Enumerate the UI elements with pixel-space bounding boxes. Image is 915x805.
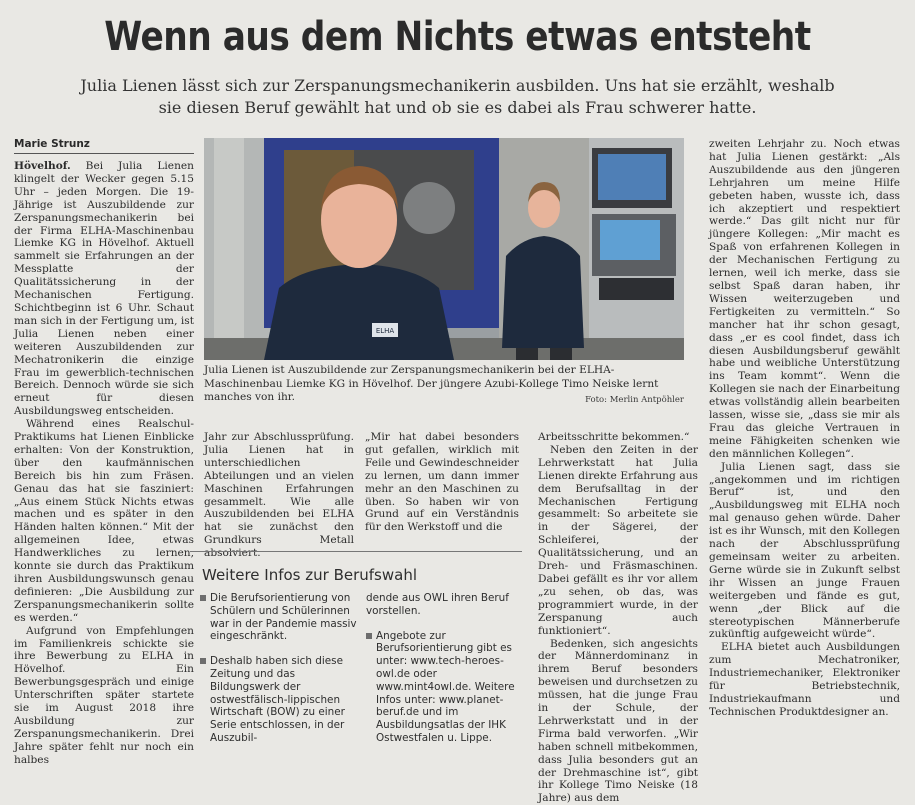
article-column-3 — [365, 431, 519, 541]
article-photo — [204, 138, 684, 360]
article-column-4 — [538, 431, 698, 754]
headline: Wenn aus dem Nichts etwas entsteht — [64, 14, 851, 60]
info-box-title: Weitere Infos zur Berufswahl — [202, 566, 417, 584]
info-box-right-column — [366, 592, 518, 757]
byline: Marie Strunz — [14, 138, 194, 154]
paragraph: Bedenken, sich angesichts der Männerdominanz in ihrem Beruf besonders beweisen und durchsetzen zu müssen, hat die junge Frau in der Schule, der Lehrwerkstatt und in der Firma bald verworfen. „Wir haben schnell mitbekommen, dass Julia besonders gut an der Drehmaschine ist“, gibt ihr Kollege Timo Neiske (18 Jahre) aus dem — [538, 638, 698, 805]
paragraph: Aufgrund von Empfehlungen im Familienkreis schickte sie ihre Bewerbung zu ELHA in Hövelhof. Ein Bewerbungsgespräch und einige Unterschriften später startete sie im August 2018 ihre Ausbildung zur Zerspanungsmechanikerin. Drei Jahre später fehlt nur noch ein halbes — [14, 625, 194, 767]
subtitle: Julia Lienen lässt sich zur Zerspanungsmechanikerin ausbilden. Uns hat sie erzählt, weshalb sie diesen Beruf gewählt hat und ob sie es dabei als Frau schwerer hatte. — [70, 75, 845, 119]
shirt-logo: ELHA — [376, 327, 395, 335]
photo-caption: Julia Lienen ist Auszubildende zur Zerspanungsmechanikerin bei der ELHA-Maschinenbau Liemke KG in Hövelhof. Der jüngere Azubi-Kollege Timo Neiske lernt manches von ihr. — [204, 364, 684, 405]
article-column-1 — [14, 160, 194, 754]
info-continued-text: dende aus OWL ihren Beruf vorstellen. — [366, 592, 518, 618]
paragraph: Hövelhof. Bei Julia Lienen klingelt der Wecker gegen 5.15 Uhr – jeden Morgen. Die 19-Jährige ist Auszubildende zur Zerspanungsmechanikerin bei der Firma ELHA-Maschinenbau Liemke KG in Hövelhof. Aktuell sammelt sie Erfahrungen an der Messplatte der Qualitätssicherung in der Mechanischen Fertigung. Schichtbeginn ist 6 Uhr. Schaut man sich in der Fertigung um, ist Julia Lienen neben einer weiteren Auszubildenden zur Mechatronikerin die einzige Frau im gewerblich-technischen Bereich. Dennoch würde sie sich erneut für diesen Ausbildungsweg entscheiden. — [14, 160, 194, 418]
person-timo — [502, 236, 584, 348]
paragraph: Neben den Zeiten in der Lehrwerkstatt hat Julia Lienen direkte Erfahrung aus dem Berufsalltag in der Mechanischen Fertigung gesammelt: So arbeitete sie in der Sägerei, der Schleiferei, der Qualitätssicherung, und an Dreh- und Fräsmaschinen. Dabei gefällt es ihr vor allem „zu sehen, ob das, was programmiert wurde, in der Zerspanung auch funktioniert“. — [538, 444, 698, 638]
info-bullet-item: Die Berufsorientierung von Schülern und Schülerinnen war in der Pandemie massiv eingeschränkt. — [200, 592, 358, 643]
workshop-photo — [204, 138, 684, 360]
info-box — [190, 551, 522, 754]
paragraph: Julia Lienen sagt, dass sie „angekommen und im richtigen Beruf“ ist, und den „Ausbildungsweg mit ELHA noch mal genauso gehen würde. Daher ist es ihr Wunsch, mit den Kollegen nach der Abschlussprüfung gemeinsam weiter zu arbeiten. Gerne würde sie in Zukunft selbst ihr Wissen an junge Frauen weitergeben und fände es gut, wenn „der Blick auf die stereotypischen Männerberufe zukünftig aufgeweicht würde“. — [709, 461, 900, 642]
photo-credit: Foto: Merlin Antpöhler — [560, 395, 684, 405]
info-bullet-item: Angebote zur Berufsorientierung gibt es unter: www.tech-heroes-owl.de oder www.mint4owl.de. Weitere Infos unter: www.planet-beruf.de und im Ausbildungsatlas der IHK Ostwestfalen u. Lippe. — [366, 630, 518, 745]
paragraph: zweiten Lehrjahr zu. Noch etwas hat Julia Lienen gestärkt: „Als Auszubildende aus den jüngeren Lehrjahren um meine Hilfe gebeten haben, wusste ich, dass ich akzeptiert und respektiert werde.“ Das gilt nicht nur für jüngere Kollegen: „Mir macht es Spaß von erfahrenen Kollegen in der Mechanischen Fertigung zu lernen, weil ich merke, dass sie selbst Spaß daran haben, ihr Wissen weiterzugeben und Fertigkeiten zu vermitteln.“ So mancher hat ihr schon gesagt, dass „er es cool findet, dass ich diesen Ausbildungsberuf gewählt habe und weibliche Unterstützung ins Team kommt“. Wenn die Kollegen sie nach der Einarbeitung etwas vollständig allein bearbeiten lassen, wisse sie, „dass sie mir als Frau das gleiche Vertrauen in meine Fähigkeiten schenken wie den männlichen Kollegen“. — [709, 138, 900, 461]
info-box-left-column — [200, 592, 358, 757]
article-column-2 — [204, 431, 354, 541]
paragraph: Jahr zur Abschlussprüfung. Julia Lienen hat in unterschiedlichen Abteilungen und an vielen Maschinen Erfahrungen gesammelt. Wie alle Auszubildenden bei ELHA hat sie zunächst den Grundkurs Metall absolviert. — [204, 431, 354, 560]
paragraph: Arbeitsschritte bekommen.“ — [538, 431, 698, 444]
paragraph: Während eines Realschul-Praktikums hat Lienen Einblicke erhalten: Von der Konstruktion, über den kaufmännischen Bereich bis hin zum Fräsen. Genau das hat sie fasziniert: „Aus einem Stück Nichts etwas machen und es später in den Händen halten können.“ Mit der allgemeinen Idee, etwas Handwerkliches zu lernen, konnte sie durch das Praktikum ihren Ausbildungswunsch genau definieren: „Die Ausbildung zur Zerspanungsmechanikerin sollte es werden.“ — [14, 418, 194, 625]
dateline: Hövelhof. — [14, 160, 71, 172]
paragraph: ELHA bietet auch Ausbildungen zum Mechatroniker, Industriemechaniker, Elektroniker für Betriebstechnik, Industriekaufmann und Technischen Produktdesigner an. — [709, 641, 900, 718]
article-column-5 — [709, 138, 900, 754]
paragraph: „Mir hat dabei besonders gut gefallen, wirklich mit Feile und Gewindeschneider zu lernen, um dann immer mehr an den Maschinen zu üben. So haben wir von Grund auf ein Verständnis für den Werkstoff und die — [365, 431, 519, 534]
info-bullet-item: Deshalb haben sich diese Zeitung und das Bildungswerk der ostwestfälisch-lippischen Wirtschaft (BOW) zu einer Serie entschlossen, in der Auszubil- — [200, 655, 358, 745]
